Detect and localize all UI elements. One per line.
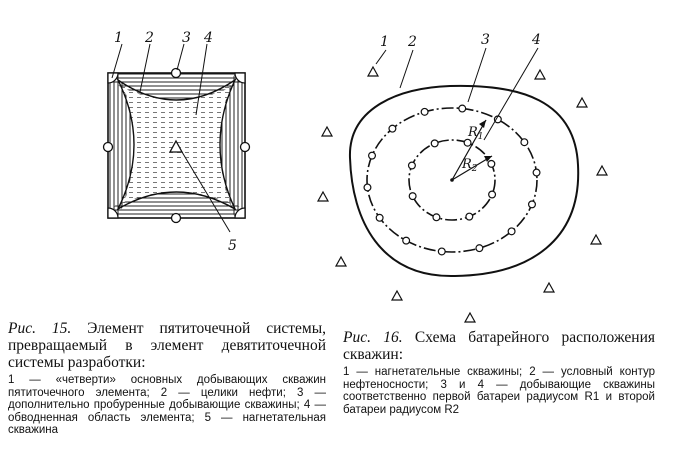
label-16-2: 2 <box>408 34 417 50</box>
injection-well <box>591 235 601 244</box>
injection-well <box>544 283 554 292</box>
production-well-battery-2 <box>431 140 438 147</box>
label-16-1: 1 <box>380 34 389 50</box>
production-well-battery-1 <box>376 214 383 221</box>
label-16-4: 4 <box>532 32 541 48</box>
label-1: 1 <box>114 30 123 46</box>
production-well-battery-1 <box>389 125 396 132</box>
production-well-battery-2 <box>464 139 471 146</box>
added-well-top <box>172 69 181 78</box>
leader-3 <box>177 44 184 70</box>
injection-well <box>368 67 378 76</box>
production-well-battery-2 <box>489 191 496 198</box>
leader-16-3 <box>468 48 486 102</box>
production-well-battery-2 <box>409 162 416 169</box>
production-well-battery-1 <box>421 108 428 115</box>
production-well-battery-2 <box>488 160 495 167</box>
caption-15-prefix: Рис. 15. <box>8 320 72 337</box>
injection-well <box>465 313 475 322</box>
injection-well <box>577 98 587 107</box>
production-well-battery-2 <box>433 214 440 221</box>
added-well-bottom <box>172 214 181 223</box>
production-well-battery-1 <box>369 152 376 159</box>
injection-well <box>392 291 402 300</box>
label-r2: $R_2$ <box>462 157 478 174</box>
label-3: 3 <box>182 30 191 46</box>
caption-15-title: Элемент пятиточечной системы, превращаемый в элемент девятиточечной системы разработки: <box>8 320 326 371</box>
label-2: 2 <box>145 30 154 46</box>
injection-well <box>597 166 607 175</box>
production-well-battery-1 <box>529 201 536 208</box>
production-well-battery-1 <box>476 245 483 252</box>
production-well-battery-1 <box>459 105 466 112</box>
caption-16-title: Схема батарейного расположения скважин: <box>343 329 655 363</box>
production-well-battery-2 <box>466 213 473 220</box>
caption-16-body: 1 — нагнетательные скважины; 2 — условный контур нефтеносности; 3 и 4 — добывающие скважины соответственно первой батареи радиусом R1 и второй батареи радиусом R2 <box>343 366 655 416</box>
leader-16-2 <box>400 50 413 88</box>
injection-well <box>535 70 545 79</box>
label-16-3: 3 <box>481 32 490 48</box>
caption-15-body: 1 — «четверти» основных добывающих скважин пятиточечного элемента; 2 — целики нефти; 3 — дополнительно пробуренные добывающие скважины; 4 — обводненная область элемента; 5 — нагнетательная скважина <box>8 374 326 436</box>
figure-15-caption <box>8 320 326 437</box>
label-4: 4 <box>204 30 213 46</box>
leader-16-1 <box>376 50 386 64</box>
leader-16-4 <box>484 48 538 140</box>
injection-well <box>336 257 346 266</box>
label-5: 5 <box>228 238 237 254</box>
production-well-battery-1 <box>533 169 540 176</box>
production-well-battery-2 <box>409 193 416 200</box>
oil-contour <box>350 86 578 276</box>
caption-16-prefix: Рис. 16. <box>343 329 403 346</box>
added-well-left <box>104 143 113 152</box>
production-well-battery-1 <box>438 248 445 255</box>
added-well-right <box>241 143 250 152</box>
injection-well <box>318 192 328 201</box>
figure-16-caption <box>343 329 655 416</box>
figure-16-diagram <box>318 32 607 322</box>
production-well-battery-1 <box>364 184 371 191</box>
injection-well <box>322 127 332 136</box>
label-r1: $R_1$ <box>468 125 484 142</box>
production-well-battery-1 <box>521 139 528 146</box>
production-well-battery-1 <box>403 237 410 244</box>
production-well-battery-1 <box>508 228 515 235</box>
